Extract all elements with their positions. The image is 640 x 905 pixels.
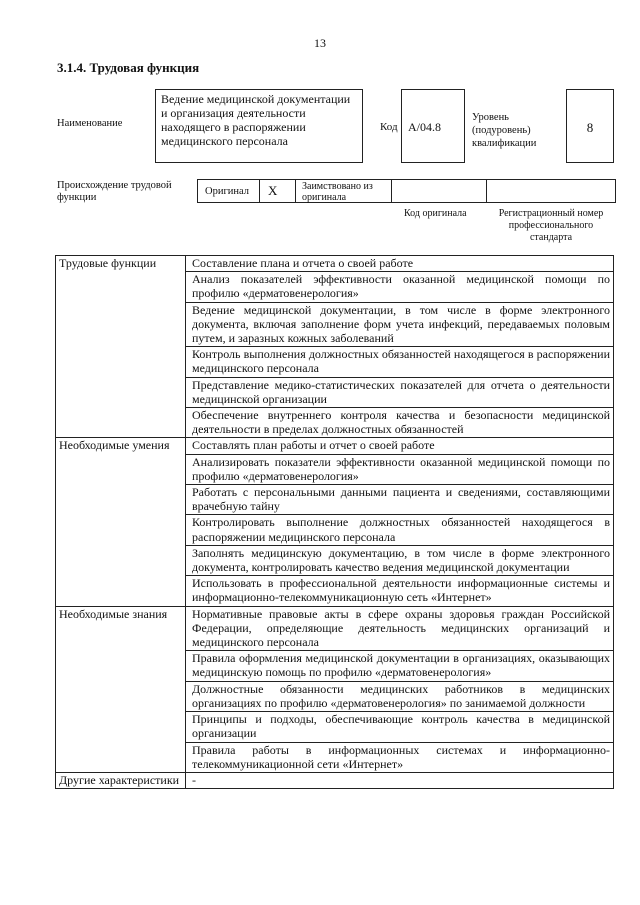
- table-row: [56, 438, 614, 454]
- item-cell: Работать с персональными данными пациента и сведениями, составляющими врачебную тайну: [186, 485, 614, 515]
- item-cell: Обеспечение внутреннего контроля качества и безопасности медицинской деятельности в пределах должностных обязанностей: [186, 408, 614, 438]
- borrowed-label: Заимствовано из оригинала: [296, 180, 392, 202]
- item-cell: Принципы и подходы, обеспечивающие контроль качества в медицинской организации: [186, 712, 614, 742]
- original-mark: X: [260, 180, 296, 202]
- page-number: 13: [314, 36, 326, 50]
- name-label: Наименование: [57, 118, 123, 129]
- item-cell: Составлять план работы и отчет о своей работе: [186, 438, 614, 454]
- qualification-level-label: Уровень (подуровень) квалификации: [472, 112, 537, 149]
- item-cell: Анализ показателей эффективности оказанной медицинской помощи по профилю «дерматовенерология»: [186, 272, 614, 302]
- category-cell: Необходимые умения: [56, 438, 186, 606]
- item-cell: Составление плана и отчета о своей работе: [186, 256, 614, 272]
- registration-number-cell: [487, 180, 615, 202]
- item-cell: Правила оформления медицинской документации в организациях, оказывающих медицинскую помощь по профилю «дерматовенерология»: [186, 651, 614, 681]
- item-cell: Использовать в профессиональной деятельности информационные системы и информационно-телекоммуникационную сеть «Интернет»: [186, 576, 614, 606]
- original-code-cell: [392, 180, 487, 202]
- item-cell: Ведение медицинской документации, в том числе в форме электронного документа, включая заполнение форм учета инфекций, передаваемых половым путем, и заразных кожных заболеваний: [186, 302, 614, 347]
- original-code-caption: Код оригинала: [404, 208, 467, 219]
- code-value: A/04.8: [401, 89, 465, 163]
- code-label: Код: [380, 121, 398, 133]
- item-cell: Должностные обязанности медицинских работников в медицинских организациях по профилю «дерматовенерология» по занимаемой должности: [186, 681, 614, 711]
- origin-label: Происхождение трудовой функции: [57, 180, 172, 203]
- table-row: [56, 256, 614, 272]
- category-cell: Другие характеристики: [56, 772, 186, 788]
- name-value: Ведение медицинской документации и организация деятельности находящего в распоряжении медицинского персонала: [155, 89, 363, 163]
- table-row: [56, 772, 614, 788]
- category-cell: Необходимые знания: [56, 606, 186, 772]
- table-row: [56, 606, 614, 651]
- original-label: Оригинал: [198, 180, 260, 202]
- function-table: [55, 255, 614, 789]
- item-cell: Нормативные правовые акты в сфере охраны здоровья граждан Российской Федерации, определяющие деятельность медицинских организаций и медицинского персонала: [186, 606, 614, 651]
- item-cell: Правила работы в информационных системах и информационно-телекоммуникационной сети «Интернет»: [186, 742, 614, 772]
- item-cell: Анализировать показатели эффективности оказанной медицинской помощи по профилю «дерматовенерология»: [186, 454, 614, 484]
- item-cell: Заполнять медицинскую документацию, в том числе в форме электронного документа, контролировать качество ведения медицинской документации: [186, 545, 614, 575]
- registration-number-caption: Регистрационный номер профессионального стандарта: [498, 208, 604, 243]
- section-title: 3.1.4. Трудовая функция: [57, 60, 200, 75]
- item-cell: Контроль выполнения должностных обязанностей находящегося в распоряжении медицинского персонала: [186, 347, 614, 377]
- qualification-level-value: 8: [566, 89, 614, 163]
- category-cell: Трудовые функции: [56, 256, 186, 438]
- item-cell: Контролировать выполнение должностных обязанностей находящегося в распоряжении медицинского персонала: [186, 515, 614, 545]
- item-cell: -: [186, 772, 614, 788]
- item-cell: Представление медико-статистических показателей для отчета о деятельности медицинской организации: [186, 377, 614, 407]
- origin-row: [197, 179, 616, 203]
